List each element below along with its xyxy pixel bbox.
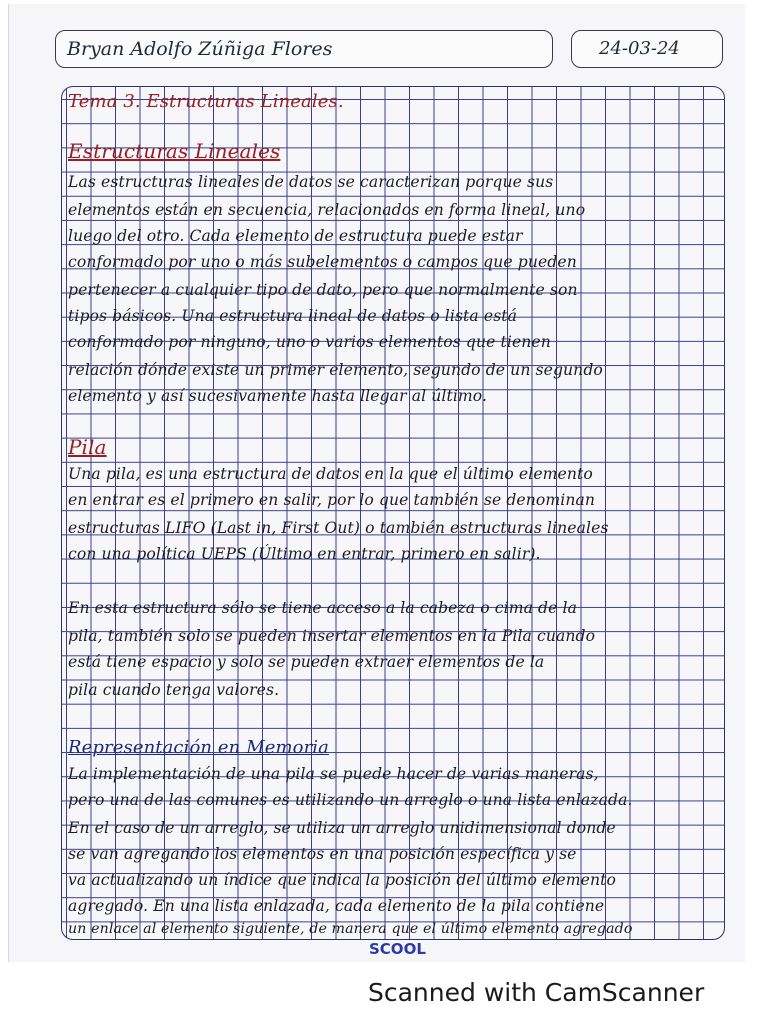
text-line: conformado por uno o más subelementos o campos que pueden: [68, 253, 577, 271]
section-heading-pila: Pila: [68, 435, 107, 459]
text-line: un enlace al elemento siguiente, de manera que el último elemento agregado: [68, 921, 633, 937]
brand-logo: SCOOL: [369, 940, 426, 958]
text-line: pero una de las comunes es utilizando un arreglo o una lista enlazada.: [68, 791, 633, 809]
page-title: Tema 3. Estructuras Lineales.: [68, 91, 344, 112]
text-line: relación dónde existe un primer elemento, segundo de un segundo: [68, 361, 603, 379]
text-line: pila cuando tenga valores.: [68, 681, 280, 699]
section-heading-estructuras: Estructuras Lineales: [68, 139, 281, 163]
text-line: estructuras LIFO (Last in, First Out) o también estructuras lineales: [68, 519, 609, 537]
scanner-watermark: Scanned with CamScanner: [368, 978, 705, 1007]
text-line: se van agregando los elementos en una posición específica y se: [68, 845, 577, 863]
text-line: conformado por ninguno, uno o varios elementos que tienen: [68, 333, 551, 351]
text-line: pila, también solo se pueden insertar elementos en la Pila cuando: [68, 627, 596, 645]
notebook-page: [8, 4, 745, 962]
text-line: tipos básicos. Una estructura lineal de datos o lista está: [68, 307, 518, 325]
text-line: En esta estructura sólo se tiene acceso a la cabeza o cima de la: [68, 599, 578, 617]
text-line: elemento y así sucesivamente hasta llegar al último.: [68, 387, 488, 405]
student-name: Bryan Adolfo Zúñiga Flores: [67, 38, 333, 60]
date-text: 24-03-24: [599, 38, 680, 59]
text-line: luego del otro. Cada elemento de estructura puede estar: [68, 227, 523, 245]
grid-area: [61, 86, 725, 940]
text-line: Las estructuras lineales de datos se caracterizan porque sus: [68, 173, 554, 191]
text-line: en entrar es el primero en salir, por lo que también se denominan: [68, 491, 596, 509]
text-line: con una política UEPS (Último en entrar, primero en salir).: [68, 545, 541, 563]
text-line: Una pila, es una estructura de datos en la que el último elemento: [68, 465, 593, 483]
text-line: En el caso de un arreglo, se utiliza un arreglo unidimensional donde: [68, 819, 616, 837]
text-line: va actualizando un índice que indica la posición del último elemento: [68, 871, 616, 889]
section-heading-representacion: Representación en Memoria: [68, 737, 329, 758]
text-line: agregado. En una lista enlazada, cada elemento de la pila contiene: [68, 897, 605, 915]
text-line: elementos están en secuencia, relacionados en forma lineal, uno: [68, 201, 586, 219]
text-line: pertenecer a cualquier tipo de dato, pero que normalmente son: [68, 281, 578, 299]
text-line: La implementación de una pila se puede hacer de varias maneras,: [68, 765, 599, 783]
text-line: está tiene espacio y solo se pueden extraer elementos de la: [68, 653, 545, 671]
